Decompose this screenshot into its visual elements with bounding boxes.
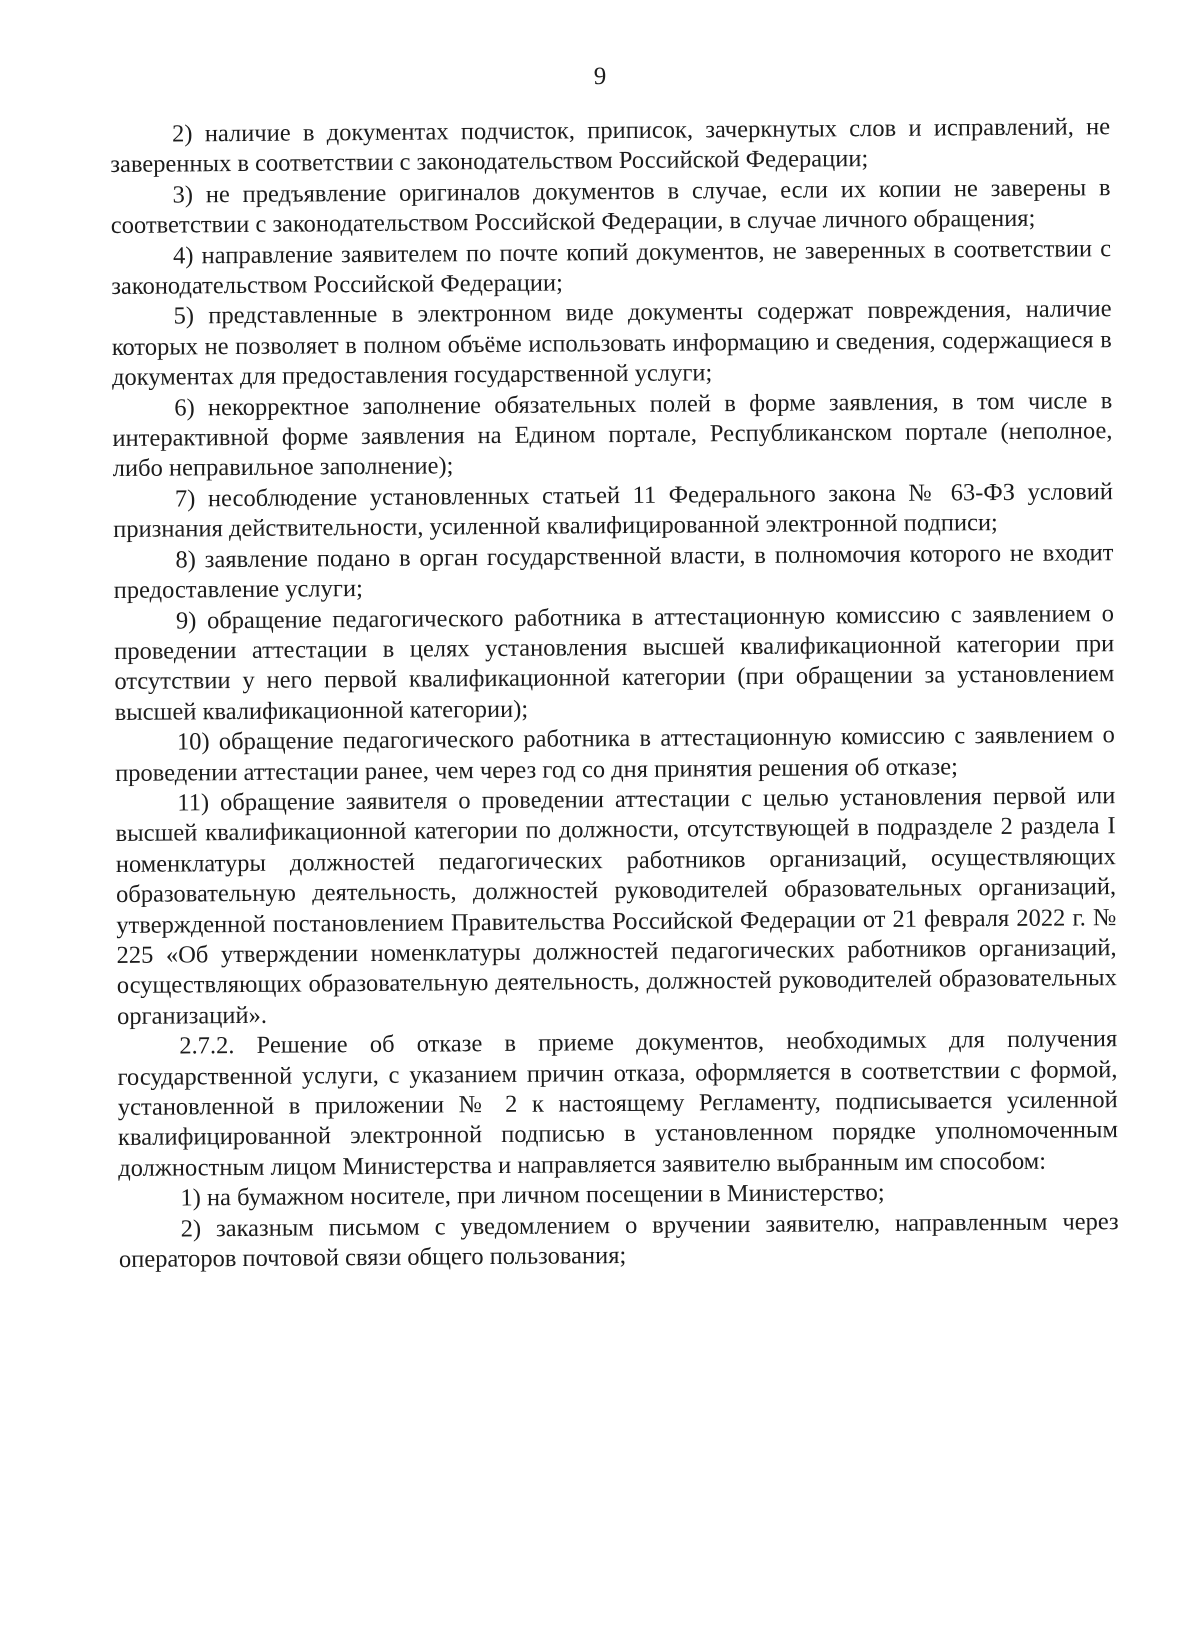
paragraph-item-11: 11) обращение заявителя о проведении аттестации с целью установления первой или высшей квалификационной категории по должности, отсутствующей в подразделе 2 раздела I номенклатуры должностей педагогических работников организаций, осуществляющих образовательную деятельность, должностей руководителей образовательных организаций, утвержденной постановлением Правительства Российской Федерации от 21 февраля 2022 г. № 225 «Об утверждении номенклатуры должностей педагогических работников организаций, осуществляющих образовательную деятельность, должностей руководителей образовательных организаций».	[115, 782, 1117, 1030]
paragraph-item-3: 3) не предъявление оригиналов документов в случае, если их копии не заверены в соответствии с законодательством Российской Федерации, в случае личного обращения;	[110, 173, 1111, 240]
section-2-7-2-paragraph: 2.7.2. Решение об отказе в приеме документов, необходимых для получения государственной услуги, с указанием причин отказа, оформляется в соответствии с формой, установленной в приложении № 2 к настоящему Регламенту, подписывается усиленной квалифицированной электронной подписью в установленном порядке уполномоченным должностным лицом Министерства и направляется заявителю выбранным им способом:	[117, 1025, 1119, 1182]
delivery-method-1: 1) на бумажном носителе, при личном посещении в Министерство;	[180, 1179, 885, 1212]
paragraph-item-2: 2) наличие в документах подчисток, приписок, зачеркнутых слов и исправлений, не заверенных в соответствии с законодательством Российской Федерации;	[110, 113, 1111, 179]
paragraph-item-5: 5) представленные в электронном виде документы содержат повреждения, наличие которых не позволяет в полном объёме использовать информацию и сведения, содержащиеся в документах для предоставления государственной услуги;	[111, 295, 1112, 392]
document-body	[110, 112, 1119, 1275]
page-number: 9	[593, 63, 607, 90]
paragraph-item-10: 10) обращение педагогического работника в аттестационную комиссию с заявлением о проведении аттестации ранее, чем через год со дня принятия решения об отказе;	[115, 721, 1115, 787]
paragraph-item-7: 7) несоблюдение установленных статьей 11 Федерального закона № 63-ФЗ условий признания действительности, усиленной квалифицированной электронной подписи;	[113, 478, 1114, 544]
delivery-method-2: 2) заказным письмом с уведомлением о вручении заявителю, направленным через операторов почтовой связи общего пользования;	[118, 1207, 1119, 1273]
paragraph-item-4: 4) направление заявителем по почте копий документов, не заверенных в соответствии с законодательством Российской Федерации;	[111, 234, 1112, 301]
paragraph-item-6: 6) некорректное заполнение обязательных полей в форме заявления, в том числе в интерактивной форме заявления на Едином портале, Республиканском портале (неполное, либо неправильное заполнение);	[112, 386, 1113, 483]
paragraph-item-8: 8) заявление подано в орган государственной власти, в полномочия которого не входит предоставление услуги;	[113, 538, 1114, 605]
paragraph-item-9: 9) обращение педагогического работника в аттестационную комиссию с заявлением о проведении аттестации в целях установления высшей квалификационной категории при отсутствии у него первой квалификационной категории (при обращении за установлением высшей квалификационной категории);	[114, 599, 1115, 726]
